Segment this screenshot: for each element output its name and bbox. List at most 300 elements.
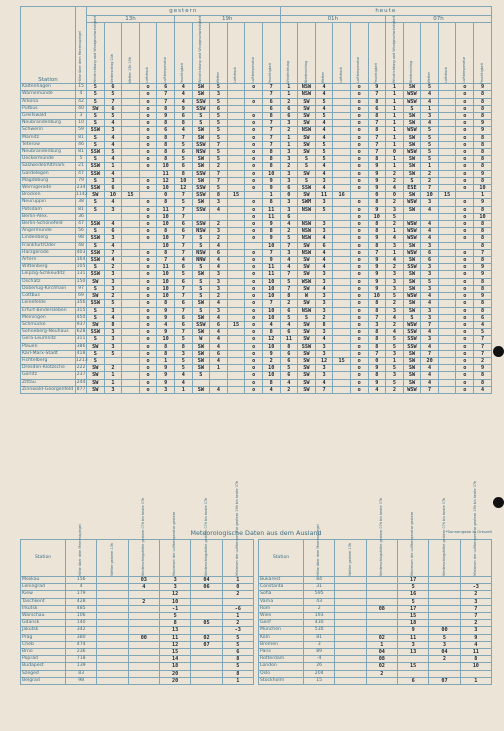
value-cell [438,365,456,372]
station-name: Neubrandenburg [21,149,76,156]
value-cell: 18 [159,663,190,670]
elevation-cell: 937 [76,321,86,327]
value-cell: o [245,170,263,177]
value-cell: 4 [104,242,122,249]
value-cell: 10 [262,285,280,292]
value-cell [97,656,128,663]
value-cell: 4 [280,379,298,386]
value-cell: o [456,120,474,127]
value-cell [122,185,140,192]
value-cell [333,293,351,300]
value-cell [192,213,210,220]
value-cell: 5 [386,213,404,220]
value-cell: 2 [386,264,404,271]
station-name: Magdeburg [21,177,76,184]
value-cell: o [245,329,263,336]
value-cell: o [456,113,474,120]
value-cell: SW [403,285,421,292]
value-cell: 10 [262,278,280,285]
value-cell: SW [192,91,210,98]
elevation-cell: 21 [76,163,87,170]
value-cell [456,242,474,249]
value-cell: 02 [366,634,397,641]
value-cell: SSW [192,105,210,112]
station-name: Szeged [21,670,66,677]
column-header: Feuchtigkeit [262,23,280,84]
value-cell: o [139,343,157,350]
value-cell: S [87,242,105,249]
table-row [21,221,492,228]
value-cell: S [87,350,105,357]
value-cell: SW [403,365,421,372]
value-cell: 15 [227,321,245,328]
value-cell: 4 [280,221,298,228]
value-cell: SSW [87,257,105,264]
value-cell: SW [192,314,210,321]
value-cell: o [245,278,263,285]
elevation-cell: 204 [304,670,335,677]
value-cell: 4 [421,372,439,379]
value-cell: 9 [474,264,492,271]
table-row [21,285,492,292]
table-row [21,84,492,91]
value-cell: 6 [174,314,192,321]
value-cell [333,285,351,292]
value-cell: 8 [368,307,386,314]
elevation-cell: 83 [66,670,97,677]
column-header: Windrichtung [280,23,298,84]
value-cell: 2 [104,293,122,300]
value-cell: 8 [474,98,492,105]
table-row [259,605,492,612]
value-cell: 8 [368,343,386,350]
elevation-cell: 81 [76,206,87,213]
value-cell: SSW [192,192,210,199]
station-name: Genf [259,620,304,627]
value-cell: WSW [298,278,316,285]
value-cell: o [350,249,368,256]
value-cell [335,584,366,591]
value-cell: 2 [386,321,404,328]
value-cell: o [350,285,368,292]
value-cell: S [87,357,105,364]
station-name: Sohneberg-Neuhaus [21,329,76,336]
value-cell [227,221,245,228]
value-cell: 2 [421,170,439,177]
value-cell: SW [87,278,105,285]
value-cell [438,278,456,285]
elevation-cell: 59 [76,127,87,134]
value-cell [227,127,245,134]
value-cell: 4 [315,285,333,292]
value-cell: S [192,113,210,120]
value-cell: 7 [210,170,228,177]
value-cell [438,156,456,163]
value-cell [438,336,456,343]
table-row [21,141,492,148]
value-cell: o [350,343,368,350]
value-cell: 1 [386,127,404,134]
value-cell [429,577,460,584]
value-cell: o [350,321,368,328]
value-cell [333,170,351,177]
value-cell: SSW [87,300,105,307]
table-row [21,278,492,285]
value-cell: o [139,141,157,148]
value-cell: o [139,321,157,328]
value-cell: 5 [280,365,298,372]
table-row [259,670,492,677]
station-name: Berlin-Alex. [21,213,76,220]
value-cell: 9 [474,365,492,372]
value-cell [122,213,140,220]
value-cell: o [350,357,368,364]
value-cell [128,613,159,620]
value-cell [122,105,140,112]
value-cell: 8 [368,242,386,249]
value-cell: S [87,228,105,235]
value-cell [128,663,159,670]
value-cell [245,105,263,112]
value-cell: o [139,163,157,170]
value-cell: 6 [210,321,228,328]
value-cell [333,235,351,242]
value-cell: 1 [262,192,280,199]
foreign-table-left [20,480,254,685]
value-cell [333,379,351,386]
value-cell: 5 [210,127,228,134]
value-cell: 9 [397,627,428,634]
value-cell: 3 [386,242,404,249]
value-cell [227,285,245,292]
value-cell: 10 [262,372,280,379]
value-cell [438,285,456,292]
column-header: Wetter 13h 19h [122,23,140,84]
table-row [21,271,492,278]
value-cell: SW [298,350,316,357]
value-cell [104,213,122,220]
value-cell: 9 [262,177,280,184]
value-cell: 2 [429,656,460,663]
value-cell: 3 [386,278,404,285]
elevation-cell: 38 [76,199,87,206]
value-cell: 3 [315,278,333,285]
value-cell [97,613,128,620]
value-cell: 8 [474,156,492,163]
value-cell: o [456,257,474,264]
value-cell: SW [298,98,316,105]
elevation-cell: 131 [76,271,86,277]
value-cell: 4 [315,264,333,271]
value-cell: SSW [87,249,105,256]
value-cell: 3 [315,293,333,300]
value-cell: S [192,264,210,271]
value-cell [333,278,351,285]
value-cell [122,271,140,278]
value-cell: 4 [421,235,439,242]
value-cell: o [245,156,263,163]
value-cell [438,163,456,170]
value-cell: 9 [460,634,491,641]
value-cell [128,670,159,677]
value-cell: 5 [421,127,439,134]
value-cell [438,213,456,220]
table-row [21,677,254,684]
value-cell: 5 [421,278,439,285]
value-cell: 10 [421,192,439,199]
column-header: Windrichtung und Windgeschwindigkeit [192,23,210,84]
value-cell: 10 [262,242,280,249]
value-cell [227,235,245,242]
value-cell [429,598,460,605]
value-cell: 2 [104,264,122,271]
value-cell: 8 [262,156,280,163]
value-cell: o [245,372,263,379]
value-cell: 6 [421,249,439,256]
value-cell: 5 [210,149,228,156]
value-cell: 5 [386,365,404,372]
value-cell: 11 [262,213,280,220]
value-cell [122,372,140,379]
value-cell: SW [403,192,421,199]
value-cell: o [350,264,368,271]
value-cell: 5 [315,113,333,120]
value-cell: 4 [421,365,439,372]
value-cell: o [139,300,157,307]
value-cell: 7 [280,271,298,278]
value-cell: 5 [222,641,253,648]
value-cell: 5 [421,141,439,148]
value-cell: 4 [210,343,228,350]
value-cell: 8 [474,372,492,379]
column-header: Höhe über dem Meeresspiegel [304,540,335,577]
value-cell [122,199,140,206]
value-cell: 5 [87,91,105,98]
value-cell: SSW [192,321,210,328]
value-cell: 4 [421,120,439,127]
value-cell [122,336,140,343]
value-cell: 8 [280,343,298,350]
table-row [21,314,492,321]
value-cell: SW [87,293,105,300]
value-cell: SSW [192,141,210,148]
value-cell: 1 [280,91,298,98]
value-cell: 8 [222,656,253,663]
value-cell: SSW [192,206,210,213]
value-cell: 2 [210,163,228,170]
weather-report-top [20,6,492,394]
value-cell: 3 [421,242,439,249]
value-cell: o [139,307,157,314]
value-cell: NSW [298,206,316,213]
elevation-cell: 40 [76,105,87,112]
value-cell: o [245,127,263,134]
value-cell: 8 [474,221,492,228]
value-cell [227,206,245,213]
value-cell: 7 [104,98,122,105]
value-cell: 7 [174,285,192,292]
value-cell: 7 [368,120,386,127]
value-cell [335,634,366,641]
value-cell: o [456,365,474,372]
value-cell: 7 [262,134,280,141]
value-cell: 8 [474,113,492,120]
value-cell: 3 [315,271,333,278]
value-cell [315,213,333,220]
value-cell [122,235,140,242]
value-cell [97,634,128,641]
value-cell [227,84,245,91]
value-cell: o [139,127,157,134]
value-cell: 3 [174,350,192,357]
value-cell: o [456,386,474,393]
value-cell: SSW [192,221,210,228]
table-row [21,649,254,656]
table-row [259,584,492,591]
elevation-cell: 81 [76,134,87,141]
value-cell: o [139,314,157,321]
value-cell: 10 [474,213,492,220]
table-row [21,127,492,134]
value-cell [438,329,456,336]
value-cell [333,163,351,170]
table-row [21,598,254,605]
value-cell [333,221,351,228]
value-cell: 5 [222,663,253,670]
value-cell: 1 [222,577,253,584]
value-cell: 6 [280,329,298,336]
value-cell [438,105,456,112]
value-cell: o [139,264,157,271]
value-cell: o [350,127,368,134]
value-cell [97,677,128,684]
value-cell: 5 [280,314,298,321]
value-cell [122,156,140,163]
value-cell: SW [403,379,421,386]
value-cell: 3 [315,350,333,357]
column-header: Höhe über dem Meeresspiegel [66,540,97,577]
value-cell [128,605,159,612]
value-cell: 15 [227,192,245,199]
value-cell: 5 [280,235,298,242]
station-name: Frankfurt/Oder [21,242,76,249]
value-cell: 0 [386,192,404,199]
value-cell: o [245,257,263,264]
elevation-column-header: Höhe über dem Meeresspiegel [76,7,87,84]
table-row [21,170,492,177]
value-cell: 9 [262,221,280,228]
value-cell: 8 [368,336,386,343]
value-cell [191,598,222,605]
value-cell [139,170,157,177]
elevation-cell: 1142 [76,192,88,198]
value-cell [333,386,351,393]
value-cell: 5 [174,336,192,343]
value-cell: 5 [210,113,228,120]
value-cell: 10 [157,213,175,220]
column-header: Wetter gestern 13h [335,540,366,577]
value-cell: 7 [262,84,280,91]
value-cell: 02 [366,663,397,670]
value-cell: 10 [157,278,175,285]
value-cell: 9 [174,105,192,112]
elevation-cell: 193 [304,613,335,620]
value-cell [438,113,456,120]
column-header: Wetter [421,23,439,84]
value-cell: o [350,141,368,148]
value-cell: 3 [280,206,298,213]
value-cell: 6 [210,105,228,112]
value-cell: 6 [174,163,192,170]
value-cell: 8 [262,379,280,386]
station-name: Bukarest [259,577,304,584]
value-cell: 16 [333,192,351,199]
value-cell [87,213,105,220]
column-header: Niederschlag [403,23,421,84]
value-cell: S [87,113,105,120]
column-header: Feuchtigkeit [174,23,192,84]
value-cell: 9 [474,170,492,177]
table-row [21,591,254,598]
value-cell [333,242,351,249]
value-cell: 3 [104,386,122,393]
value-cell [210,213,228,220]
value-cell: o [245,141,263,148]
value-cell: 5 [386,343,404,350]
value-cell: o [456,199,474,206]
value-cell: o [350,278,368,285]
table-row [21,264,492,271]
value-cell [366,620,397,627]
station-name: Oschatz [21,278,76,285]
value-cell: 3 [104,307,122,314]
value-cell [97,649,128,656]
domestic-weather-table [20,6,492,394]
value-cell [227,307,245,314]
value-cell: 5 [386,336,404,343]
value-cell [191,663,222,670]
value-cell: 9 [368,257,386,264]
value-cell: o [245,271,263,278]
value-cell: 4 [460,641,491,648]
value-cell: WSW [403,199,421,206]
value-cell: 10 [157,163,175,170]
value-cell [333,105,351,112]
value-cell [227,329,245,336]
value-cell: 6 [174,278,192,285]
value-cell: SW [192,84,210,91]
value-cell: 8 [368,221,386,228]
value-cell: 4 [104,120,122,127]
value-cell: 7 [174,192,192,199]
value-cell [335,670,366,677]
value-cell: 9 [157,113,175,120]
value-cell: 1 [386,228,404,235]
elevation-cell: 10 [76,120,87,127]
value-cell: o [139,235,157,242]
value-cell: 2 [366,670,397,677]
value-cell: 1 [460,677,491,684]
value-cell: 4 [315,235,333,242]
value-cell [227,199,245,206]
value-cell [335,620,366,627]
value-cell: 8 [368,300,386,307]
table-row [21,386,492,393]
value-cell: 4 [421,91,439,98]
value-cell: o [350,300,368,307]
value-cell: o [350,235,368,242]
station-name: Gdansk [21,620,66,627]
